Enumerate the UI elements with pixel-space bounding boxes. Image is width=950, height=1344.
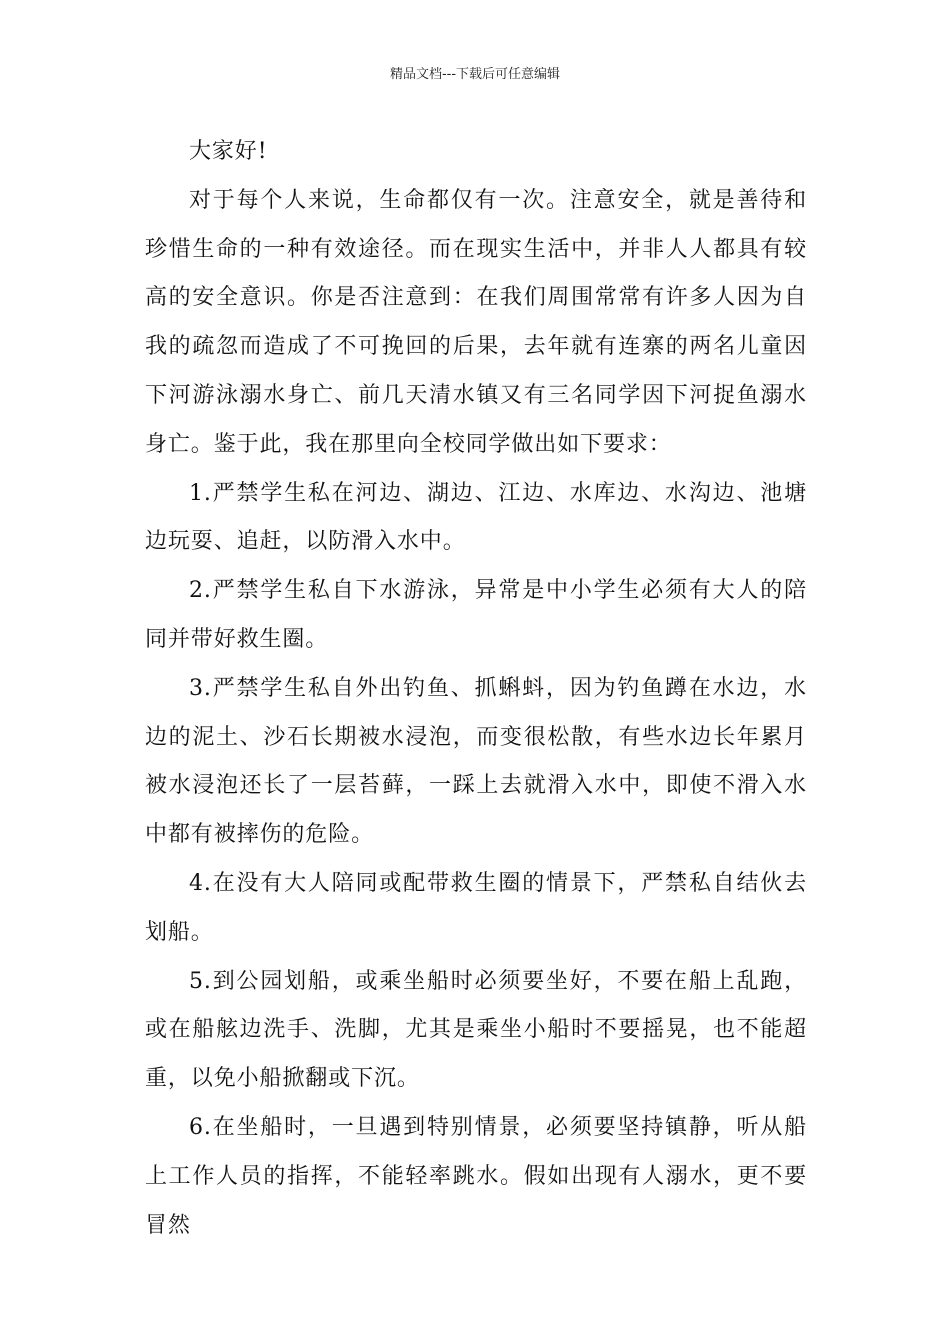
rule-3-paragraph: 3.严禁学生私自外出钓鱼、抓蝌蚪，因为钓鱼蹲在水边，水边的泥土、沙石长期被水浸泡，而变很松散，有些水边长年累月被水浸泡还长了一层苔藓，一踩上去就滑入水中，即使不滑入水中都有被摔伤的危险。: [145, 675, 807, 848]
rule-6-paragraph: 6.在坐船时，一旦遇到特别情景，必须要坚持镇静，听从船上工作人员的指挥，不能轻率跳水。假如出现有人溺水，更不要冒然: [145, 1114, 807, 1238]
intro-paragraph: 对于每个人来说，生命都仅有一次。注意安全，就是善待和珍惜生命的一种有效途径。而在现实生活中，并非人人都具有较高的安全意识。你是否注意到：在我们周围常常有许多人因为自我的疏忽而造成了不可挽回的后果，去年就有连寨的两名儿童因下河游泳溺水身亡、前几天清水镇又有三名同学因下河捉鱼溺水身亡。鉴于此，我在那里向全校同学做出如下要求：: [145, 187, 807, 457]
rule-4-paragraph: 4.在没有大人陪同或配带救生圈的情景下，严禁私自结伙去划船。: [145, 870, 807, 945]
greeting-paragraph: 大家好!: [189, 139, 268, 164]
document-body: [145, 128, 807, 1250]
rule-1-paragraph: 1.严禁学生私在河边、湖边、江边、水库边、水沟边、池塘边玩耍、追赶，以防滑入水中。: [145, 480, 807, 555]
rule-2-paragraph: 2.严禁学生私自下水游泳，异常是中小学生必须有大人的陪同并带好救生圈。: [145, 578, 807, 652]
page-header: 精品文档---下载后可任意编辑: [389, 67, 561, 82]
rule-5-paragraph: 5.到公园划船，或乘坐船时必须要坐好，不要在船上乱跑，或在船舷边洗手、洗脚，尤其是乘坐小船时不要摇晃，也不能超重，以免小船掀翻或下沉。: [145, 968, 807, 1092]
